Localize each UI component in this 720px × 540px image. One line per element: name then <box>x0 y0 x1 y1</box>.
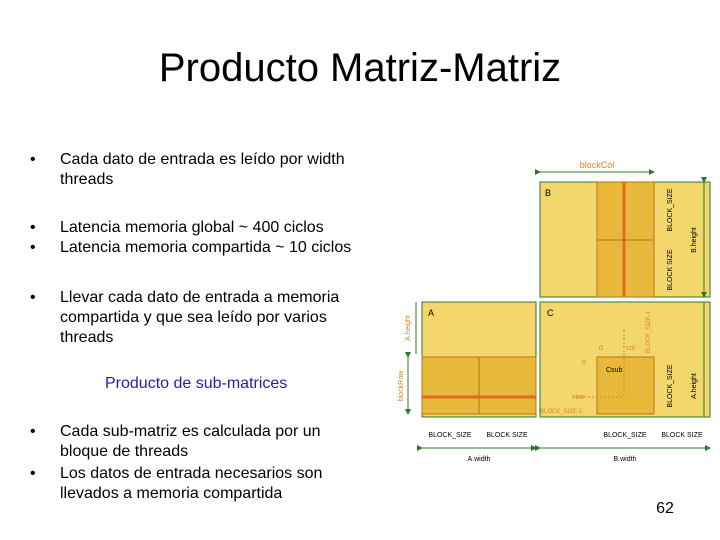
bullet-text-5 <box>60 422 321 462</box>
a-height-right-label: A.height <box>691 373 698 399</box>
bullet-line: bloque de threads <box>60 443 189 460</box>
matrix-diagram <box>392 150 720 480</box>
blockcol-label: blockCol <box>579 160 615 170</box>
bullet-marker: • <box>30 465 36 482</box>
b-width-label: B.width <box>613 456 637 463</box>
bullet-text-6 <box>60 464 322 504</box>
bullet-line: llevados a memoria compartida <box>60 485 283 502</box>
bullet-marker: • <box>30 151 36 168</box>
slide-title: Producto Matriz-Matriz <box>158 46 562 90</box>
bullet-line: threads <box>60 171 114 188</box>
matrix-c-label: C <box>547 308 554 318</box>
c-block-size-bottom-left: BLOCK_SIZE <box>603 432 647 439</box>
bullet-text-2 <box>60 218 324 238</box>
csub-block <box>597 357 654 414</box>
bullet-text-3 <box>60 238 351 258</box>
bullet-line: Cada sub-matriz es calculada por un <box>60 423 321 440</box>
a-width-label: A.width <box>467 456 491 463</box>
bullet-marker: • <box>30 239 36 256</box>
zero-marker-left: 0 <box>582 360 586 367</box>
bullet-line: Llevar cada dato de entrada a memoria <box>60 289 340 306</box>
a-block-size-right: BLOCK SIZE <box>486 432 528 439</box>
bullet-marker: • <box>30 289 36 306</box>
bullet-line: compartida y que sea leído por varios <box>60 309 327 326</box>
block-size-minus-1-bottom: BLOCK_SIZE-1 <box>540 409 583 415</box>
matrix-b-label: B <box>545 188 552 198</box>
bullet-marker: • <box>30 219 36 236</box>
page-number: 62 <box>656 500 674 517</box>
a-height-label: A.height <box>405 315 412 341</box>
subheading: Producto de sub-matrices <box>105 375 288 392</box>
c-block-size-right: BLOCK_SIZE <box>667 364 674 408</box>
col-label: col <box>626 345 635 352</box>
bullet-line: Latencia memoria global ~ 400 ciclos <box>60 219 324 236</box>
b-block-size-lower: BLOCK SIZE <box>667 249 674 291</box>
matrix-a-label: A <box>428 308 435 318</box>
zero-marker-top: 0 <box>599 345 603 352</box>
bullet-line: threads <box>60 329 114 346</box>
bullet-line: Los datos de entrada necesarios son <box>60 465 323 482</box>
block-size-minus-1-right: BLOCK_SIZE-1 <box>646 310 652 354</box>
csub-label: Csub <box>606 367 623 374</box>
b-block-size-upper: BLOCK_SIZE <box>667 188 674 232</box>
bullet-text-4 <box>60 288 339 348</box>
row-label: row <box>573 394 585 401</box>
b-height-label: B.height <box>691 227 698 253</box>
bullet-text-1 <box>60 150 345 190</box>
bullet-line: Latencia memoria compartida ~ 10 ciclos <box>60 239 352 256</box>
c-block-size-bottom-right: BLOCK SIZE <box>661 432 703 439</box>
blockrow-label: blockRow <box>398 370 405 402</box>
a-block-size-left: BLOCK_SIZE <box>428 432 472 439</box>
bullet-marker: • <box>30 423 36 440</box>
bullet-line: Cada dato de entrada es leído por width <box>60 151 345 168</box>
